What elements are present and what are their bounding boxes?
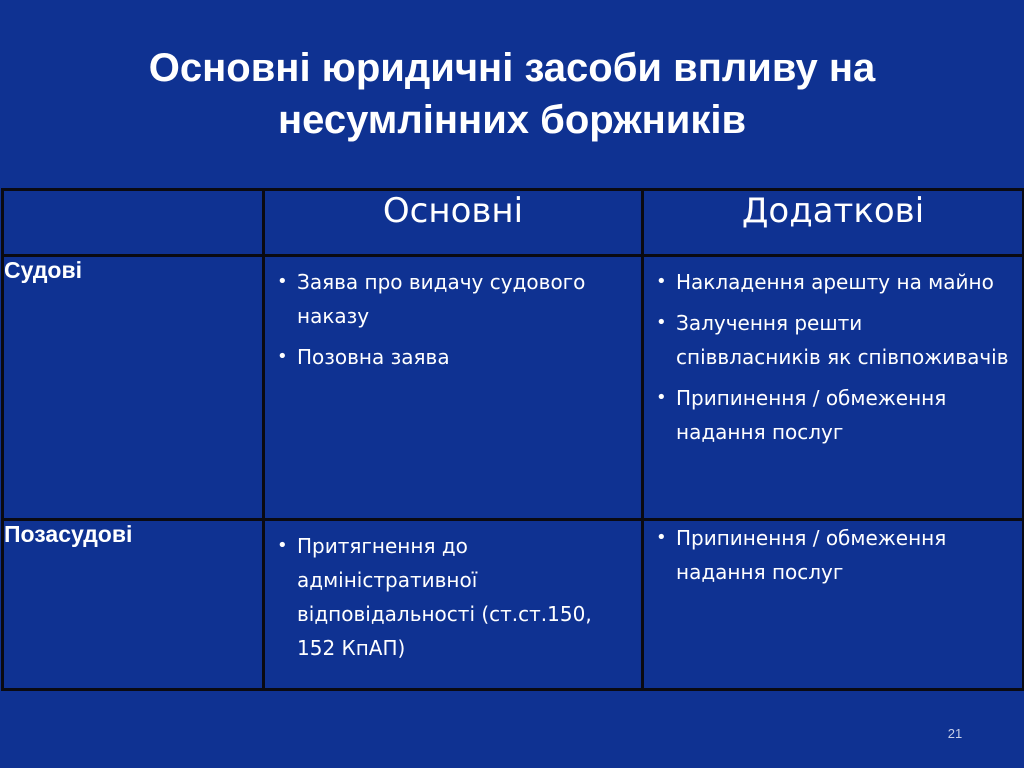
- slide-title-line-1: Основні юридичні засоби впливу на: [148, 46, 876, 90]
- slide-title-line-2: несумлінних боржників: [277, 98, 747, 142]
- list-item: [656, 381, 1010, 449]
- bullet-list: [644, 257, 1022, 449]
- bullet-list: [265, 521, 641, 665]
- table-row: [3, 520, 1024, 690]
- list-item-text: Залучення решти співвласників як співпоживачів: [676, 311, 1009, 369]
- list-item: [277, 265, 629, 333]
- bullet-icon: •: [656, 312, 667, 333]
- page-number: 21: [947, 726, 963, 741]
- table-header-row: [3, 190, 1024, 256]
- bullet-icon: •: [656, 527, 667, 548]
- cell-out-of-court-additional: [643, 520, 1024, 690]
- bullet-list: [265, 257, 641, 374]
- header-cell-additional: Додаткові: [643, 190, 1024, 256]
- header-cell-empty: [3, 190, 264, 256]
- table-row: [3, 256, 1024, 520]
- bullet-icon: •: [277, 346, 288, 367]
- list-item: [277, 340, 629, 374]
- list-item-text: Притягнення до адміністративної відповідальності (ст.ст.150, 152 КпАП): [297, 534, 592, 660]
- cell-court-additional: [643, 256, 1024, 520]
- list-item-text: Накладення арешту на майно: [676, 270, 994, 294]
- bullet-icon: •: [656, 387, 667, 408]
- cell-court-main: [264, 256, 643, 520]
- list-item: [656, 306, 1010, 374]
- bullet-icon: •: [656, 271, 667, 292]
- measures-table: [1, 188, 1024, 691]
- list-item-text: Припинення / обмеження надання послуг: [676, 386, 947, 444]
- list-item-text: Припинення / обмеження надання послуг: [676, 526, 947, 584]
- row-label-out-of-court: Позасудові: [3, 520, 264, 690]
- list-item: [656, 265, 1010, 299]
- row-label-court: Судові: [3, 256, 264, 520]
- slide-title: [20, 42, 1004, 146]
- bullet-icon: •: [277, 271, 288, 292]
- cell-out-of-court-main: [264, 520, 643, 690]
- bullet-list: [644, 521, 1022, 618]
- list-item-text: Заява про видачу судового наказу: [297, 270, 586, 328]
- header-cell-main: Основні: [264, 190, 643, 256]
- bullet-icon: •: [277, 535, 288, 556]
- list-item: [656, 521, 1010, 589]
- list-item-text: Позовна заява: [297, 345, 450, 369]
- list-item: [277, 529, 629, 665]
